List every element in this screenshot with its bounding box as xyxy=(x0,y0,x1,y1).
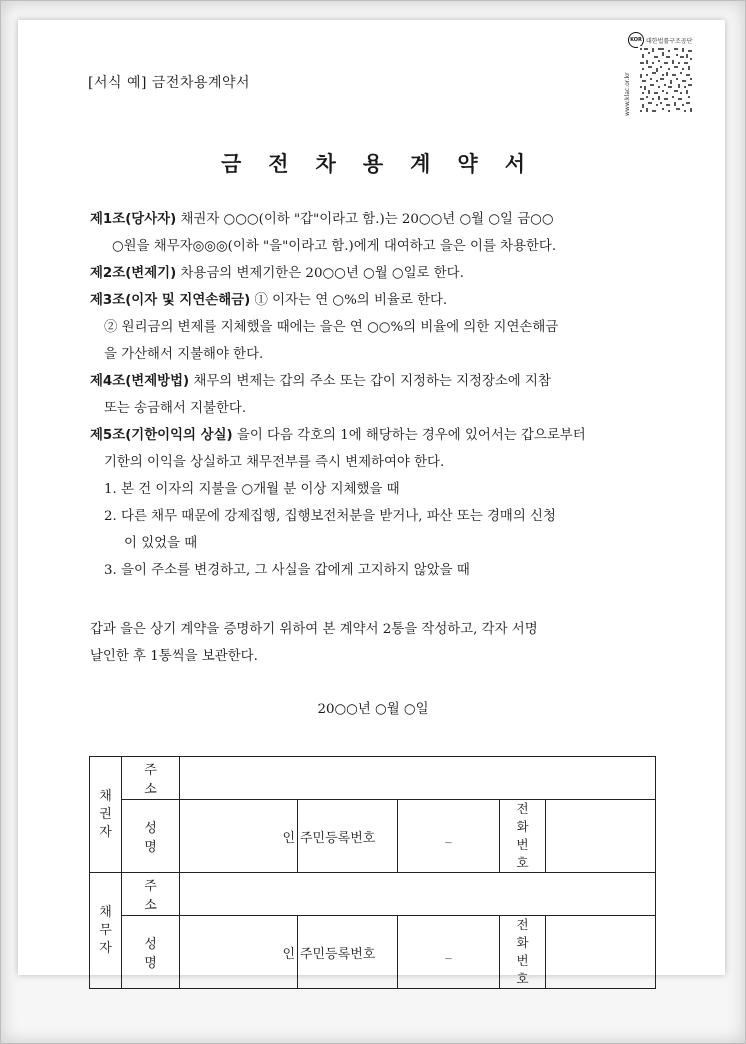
creditor-name-row xyxy=(90,800,656,873)
debtor-char-2: 무 xyxy=(99,922,112,938)
signature-table xyxy=(89,756,656,989)
creditor-name-field[interactable] xyxy=(180,800,298,873)
debtor-address-row xyxy=(90,873,656,916)
debtor-reg-field[interactable]: _ xyxy=(398,916,500,989)
klac-logo-icon: KOR xyxy=(628,32,644,48)
article-4-continuation: 또는 송금해서 지불한다. xyxy=(104,401,247,416)
article-5-item-2-continuation: 이 있었을 때 xyxy=(124,536,198,551)
article-3-text: ① 이자는 연 ○%의 비율로 한다. xyxy=(254,293,448,308)
article-2-text: 차용금의 변제기한은 20○○년 ○월 ○일로 한다. xyxy=(180,266,464,281)
debtor-name-field[interactable] xyxy=(180,916,298,989)
contract-body xyxy=(90,206,660,584)
creditor-phone-field[interactable] xyxy=(546,800,656,873)
creditor-address-row xyxy=(90,757,656,800)
debtor-label xyxy=(90,873,122,989)
debtor-phone-label-bottom: 번호 xyxy=(516,953,539,986)
debtor-seal-mark: 인 xyxy=(282,946,295,962)
debtor-char-3: 자 xyxy=(99,940,112,956)
debtor-phone-label-top: 전화 xyxy=(516,917,539,950)
creditor-phone-label xyxy=(500,800,546,873)
qr-organization: 대한법률구조공단 xyxy=(646,38,693,45)
creditor-address-field[interactable] xyxy=(180,757,656,800)
article-2-heading: 제2조(변제기) xyxy=(90,266,177,281)
creditor-reg-field[interactable]: _ xyxy=(398,800,500,873)
contract-date: 20○○년 ○월 ○일 xyxy=(317,702,429,717)
document-title: 금전차용계약서 xyxy=(220,152,552,176)
debtor-address-field[interactable] xyxy=(180,873,656,916)
debtor-name-label: 성명 xyxy=(122,916,180,989)
creditor-label xyxy=(90,757,122,873)
creditor-char-1: 채 xyxy=(99,788,112,804)
article-5-item-3: 3. 을이 주소를 변경하고, 그 사실을 갑에게 고지하지 않았을 때 xyxy=(104,563,470,578)
creditor-reg-label: 주민등록번호 xyxy=(298,800,398,873)
article-5-continuation: 기한의 이익을 상실하고 채무전부를 즉시 변제하여야 한다. xyxy=(104,455,445,470)
creditor-seal-mark: 인 xyxy=(282,830,295,846)
article-1-heading: 제1조(당사자) xyxy=(90,212,177,227)
article-5-heading: 제5조(기한이익의 상실) xyxy=(90,428,233,443)
qr-code-icon xyxy=(638,46,694,114)
creditor-phone-label-top: 전화 xyxy=(516,801,539,834)
creditor-phone-label-bottom: 번호 xyxy=(516,837,539,870)
article-1 xyxy=(90,206,660,233)
article-3-heading: 제3조(이자 및 지연손해금) xyxy=(90,293,251,308)
article-4 xyxy=(90,368,660,395)
article-3-continuation: 을 가산해서 지불해야 한다. xyxy=(104,347,264,362)
article-5-item-2: 2. 다른 채무 때문에 강제집행, 집행보전처분을 받거나, 파산 또는 경매의 신청 xyxy=(104,509,556,524)
closing-line-1: 갑과 을은 상기 계약을 증명하기 위하여 본 계약서 2통을 작성하고, 각자 서명 xyxy=(90,622,538,637)
qr-stamp xyxy=(624,30,734,116)
closing-line-2: 날인한 후 1통씩을 보관한다. xyxy=(90,649,258,664)
form-label: [서식 예] 금전차용계약서 xyxy=(88,75,251,91)
article-3 xyxy=(90,287,660,314)
article-5-text: 을이 다음 각호의 1에 해당하는 경우에 있어서는 갑으로부터 xyxy=(236,428,586,443)
creditor-char-2: 권 xyxy=(99,806,112,822)
article-4-heading: 제4조(변제방법) xyxy=(90,374,190,389)
article-1-text: 채권자 ○○○(이하 "갑"이라고 함.)는 20○○년 ○월 ○일 금○○ xyxy=(180,212,554,227)
article-5-item-1: 1. 본 건 이자의 지불을 ○개월 분 이상 지체했을 때 xyxy=(104,482,400,497)
article-5 xyxy=(90,422,660,449)
article-2 xyxy=(90,260,660,287)
closing-paragraph xyxy=(90,616,670,670)
article-4-text: 채무의 변제는 갑의 주소 또는 갑이 지정하는 지정장소에 지참 xyxy=(193,374,551,389)
creditor-char-3: 자 xyxy=(99,824,112,840)
creditor-address-label: 주소 xyxy=(122,757,180,800)
debtor-reg-label: 주민등록번호 xyxy=(298,916,398,989)
article-1-continuation: ○원을 채무자◎◎◎(이하 "을"이라고 함.)에게 대여하고 을은 이를 차용한다. xyxy=(112,239,557,254)
debtor-name-row xyxy=(90,916,656,989)
article-3-clause-2: ② 원리금의 변제를 지체했을 때에는 을은 연 ○○%의 비율에 의한 지연손해금 xyxy=(104,320,559,335)
debtor-phone-label xyxy=(500,916,546,989)
qr-url: www.klac.or.kr xyxy=(624,72,631,116)
debtor-phone-field[interactable] xyxy=(546,916,656,989)
debtor-address-label: 주소 xyxy=(122,873,180,916)
debtor-char-1: 채 xyxy=(99,904,112,920)
creditor-name-label: 성명 xyxy=(122,800,180,873)
